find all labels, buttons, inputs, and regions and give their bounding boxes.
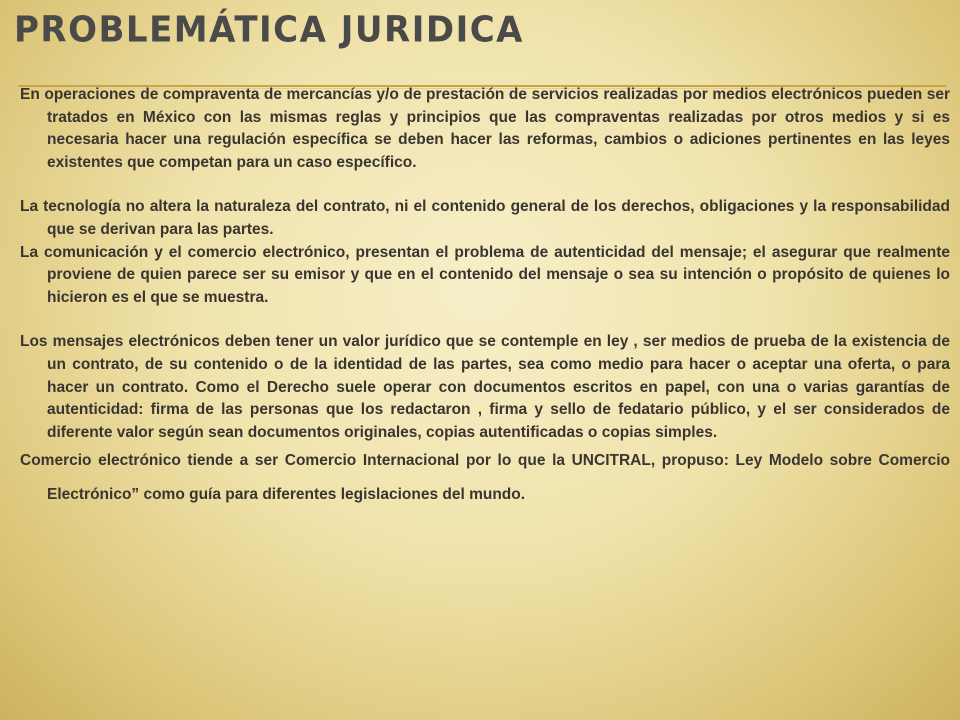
slide-title: PROBLEMÁTICA JURIDICA	[14, 9, 524, 51]
paragraph-uncitral: Comercio electrónico tiende a ser Comercio Internacional por lo que la UNCITRAL, propuso: Ley Modelo sobre Comercio Electrónico” como guía para diferentes legislaciones del mundo.	[20, 452, 950, 504]
slide-body	[20, 84, 950, 512]
paragraph-legal-value: Los mensajes electrónicos deben tener un valor jurídico que se contemple en ley , ser medios de prueba de la existencia de un contrato, de su contenido o de la identidad de las partes, sea como medio para hacer o aceptar una oferta, o para hacer un contrato. Como el Derecho suele operar con documentos escritos en papel, con una o varias garantías de autenticidad: firma de las personas que los redactaron , firma y sello de fedatario público, y el ser considerados de diferente valor según sean documentos originales, copias autentificadas o copias simples.	[20, 333, 950, 441]
paragraph-authenticity-problem: La comunicación y el comercio electrónico, presentan el problema de autenticidad del mensaje; el asegurar que realmente proviene de quien parece ser su emisor y que en el contenido del mensaje o sea su intención o propósito de quienes lo hicieron es el que se muestra.	[20, 243, 950, 306]
paragraph-ecommerce-regulation: En operaciones de compraventa de mercancías y/o de prestación de servicios realizadas por medios electrónicos pueden ser tratados en México con las mismas reglas y principios que las compraventas realizadas por otros medios y si es necesaria hacer una regulación específica se deben hacer las reformas, cambios o adiciones pertinentes en las leyes existentes que competan para un caso específico.	[20, 86, 950, 171]
paragraph-technology-contract: La tecnología no altera la naturaleza del contrato, ni el contenido general de los derechos, obligaciones y la responsabilidad que se derivan para las partes.	[20, 198, 950, 238]
